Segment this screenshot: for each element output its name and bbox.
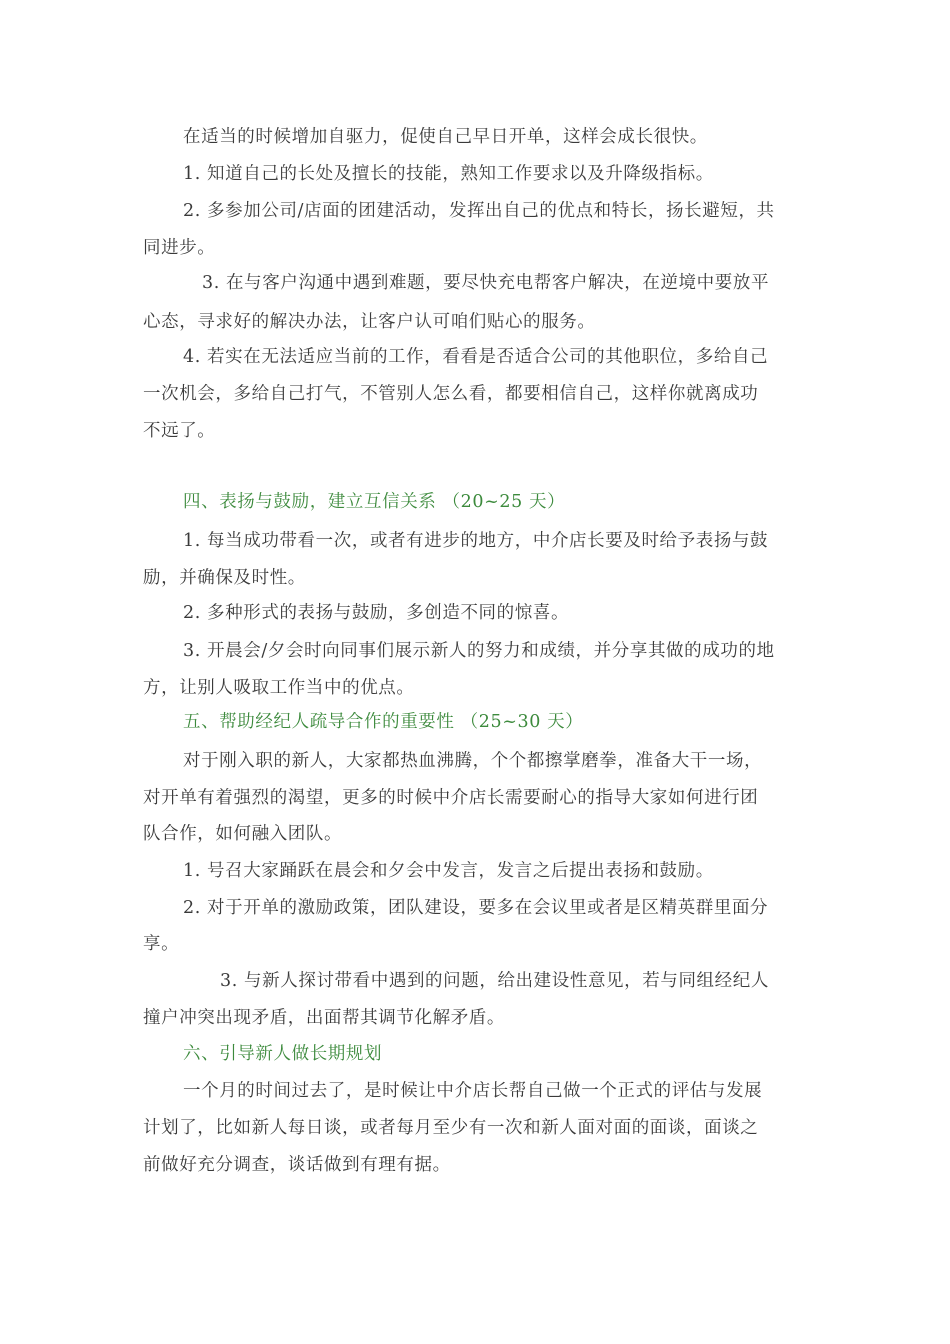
paragraph-line: 队合作，如何融入团队。 [143, 824, 343, 844]
section-heading-4: 四、表扬与鼓励，建立互信关系 （20~25 天） [183, 492, 566, 512]
list-item-continuation: 心态，寻求好的解决办法，让客户认可咱们贴心的服务。 [143, 312, 596, 332]
list-item-continuation: 方，让别人吸取工作当中的优点。 [143, 678, 415, 698]
section-heading-5: 五、帮助经纪人疏导合作的重要性 （25~30 天） [183, 712, 584, 732]
list-item-line: 3. 与新人探讨带看中遇到的问题，给出建设性意见，若与同组经纪人 [220, 971, 769, 991]
list-item-continuation: 享。 [143, 934, 180, 954]
paragraph-line: 对开单有着强烈的渴望，更多的时候中介店长需要耐心的指导大家如何进行团 [143, 788, 759, 808]
paragraph-line: 一个月的时间过去了，是时候让中介店长帮自己做一个正式的评估与发展 [183, 1081, 763, 1101]
list-item-continuation: 励，并确保及时性。 [143, 568, 306, 588]
list-item-line: 3. 在与客户沟通中遇到难题，要尽快充电帮客户解决，在逆境中要放平 [202, 273, 770, 293]
list-item-continuation: 撞户冲突出现矛盾，出面帮其调节化解矛盾。 [143, 1008, 505, 1028]
list-item-line: 1. 号召大家踊跃在晨会和夕会中发言，发言之后提出表扬和鼓励。 [183, 861, 714, 881]
list-item-line: 2. 多种形式的表扬与鼓励，多创造不同的惊喜。 [183, 603, 570, 623]
section-heading-6: 六、引导新人做长期规划 [183, 1044, 383, 1064]
list-item-continuation: 不远了。 [143, 421, 216, 441]
list-item-line: 3. 开晨会/夕会时向同事们展示新人的努力和成绩，并分享其做的成功的地 [183, 641, 775, 661]
list-item-continuation: 同进步。 [143, 238, 216, 258]
paragraph-line: 前做好充分调查，谈话做到有理有据。 [143, 1155, 451, 1175]
list-item-line: 2. 对于开单的激励政策，团队建设，要多在会议里或者是区精英群里面分 [183, 898, 769, 918]
paragraph-line: 计划了，比如新人每日谈，或者每月至少有一次和新人面对面的面谈，面谈之 [143, 1118, 759, 1138]
list-item-line: 2. 多参加公司/店面的团建活动，发挥出自己的优点和特长，扬长避短，共 [183, 201, 775, 221]
paragraph-line: 对于刚入职的新人，大家都热血沸腾，个个都擦掌磨拳，准备大干一场， [183, 751, 763, 771]
list-item-continuation: 一次机会，多给自己打气，不管别人怎么看，都要相信自己，这样你就离成功 [143, 384, 759, 404]
paragraph-line: 在适当的时候增加自驱力，促使自己早日开单，这样会成长很快。 [183, 127, 708, 147]
list-item-line: 1. 每当成功带看一次，或者有进步的地方，中介店长要及时给予表扬与鼓 [183, 531, 769, 551]
list-item-line: 1. 知道自己的长处及擅长的技能，熟知工作要求以及升降级指标。 [183, 164, 714, 184]
list-item-line: 4. 若实在无法适应当前的工作，看看是否适合公司的其他职位，多给自己 [183, 347, 769, 367]
